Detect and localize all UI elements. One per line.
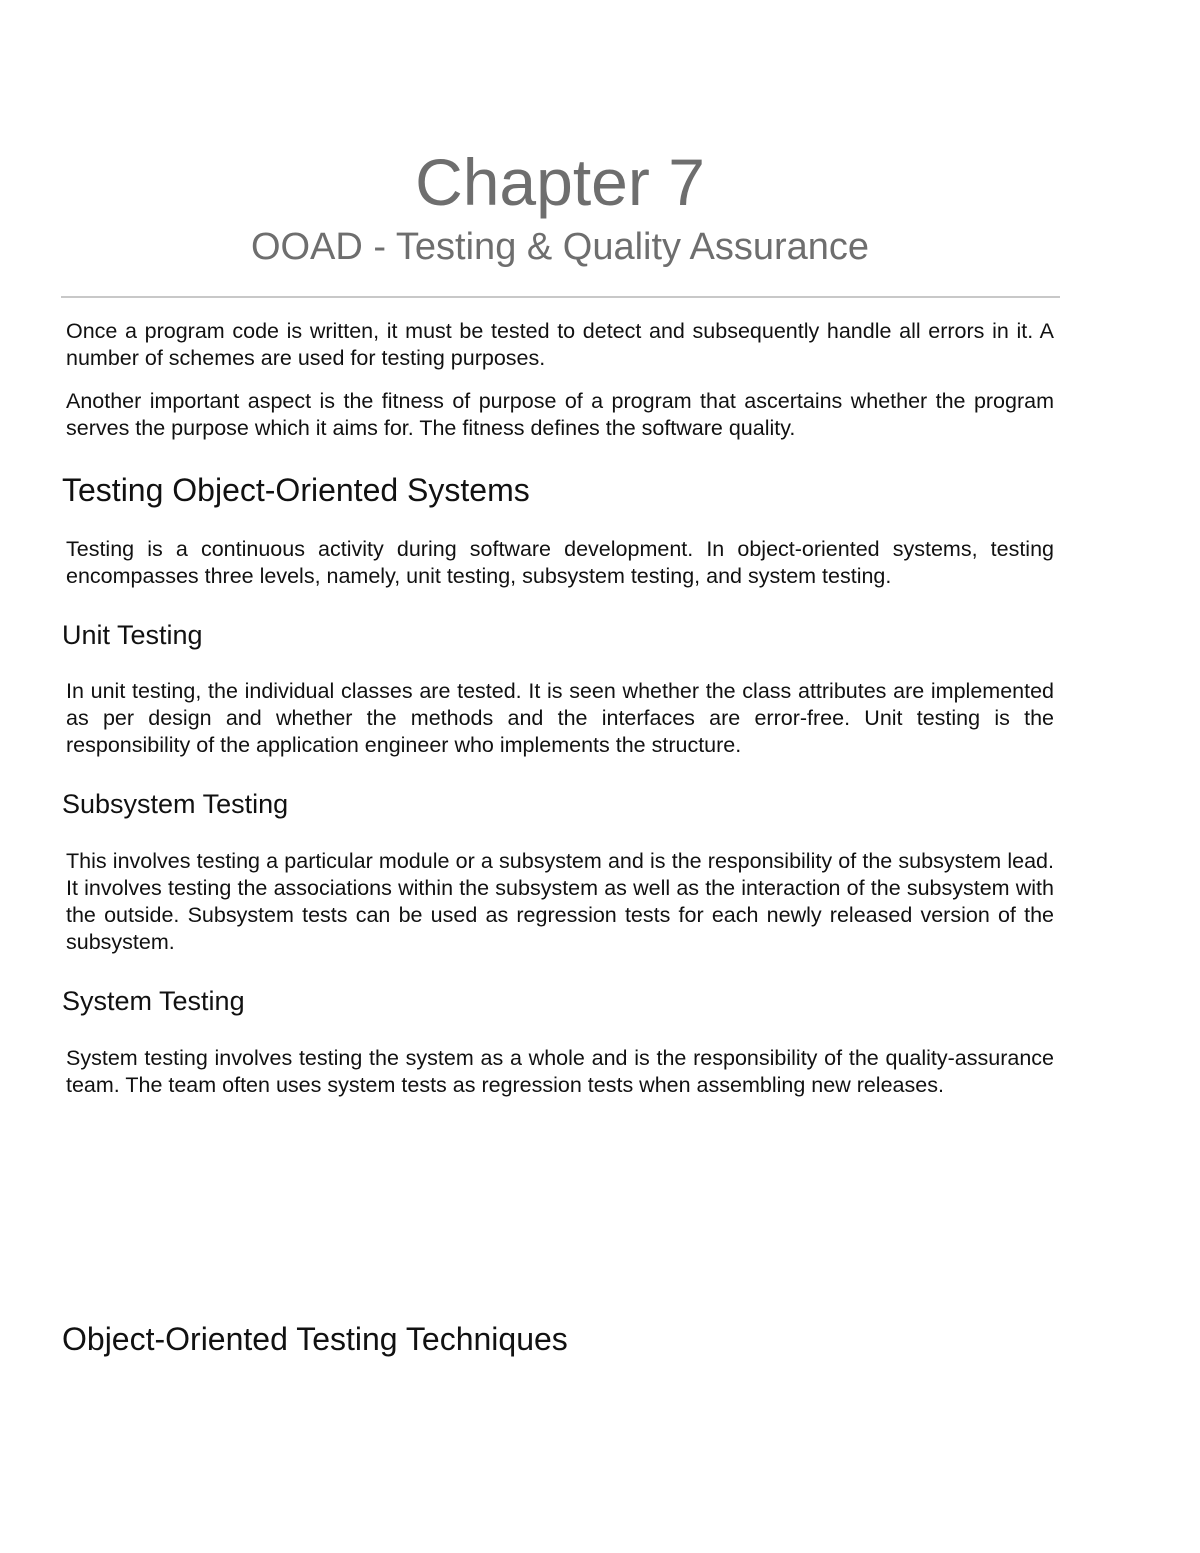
intro-paragraph-2: Another important aspect is the fitness of purpose of a program that ascertains whether the program serves the purpose which it aims for. The fitness defines the software quality.: [66, 389, 1054, 440]
testing-oo-systems-paragraph: Testing is a continuous activity during software development. In object-oriented systems, testing encompasses three levels, namely, unit testing, subsystem testing, and system testing.: [66, 537, 1054, 588]
system-testing-paragraph: System testing involves testing the system as a whole and is the responsibility of the quality-assurance team. The team often uses system tests as regression tests when assembling new releases.: [66, 1046, 1054, 1097]
chapter-title: Chapter 7: [415, 145, 705, 219]
section-heading-unit-testing: Unit Testing: [62, 620, 203, 650]
section-heading-system-testing: System Testing: [62, 986, 245, 1016]
section-heading-testing-oo-systems: Testing Object-Oriented Systems: [62, 472, 530, 508]
chapter-subtitle: OOAD - Testing & Quality Assurance: [250, 226, 870, 268]
intro-paragraph-1: Once a program code is written, it must be tested to detect and subsequently handle all errors in it. A number of schemes are used for testing purposes.: [66, 319, 1054, 370]
title-divider: [61, 296, 1060, 298]
subsystem-testing-paragraph: This involves testing a particular module or a subsystem and is the responsibility of the subsystem lead. It involves testing the associations within the subsystem as well as the interaction of the subsystem with the outside. Subsystem tests can be used as regression tests for each newly released version of the subsystem.: [66, 849, 1054, 954]
unit-testing-paragraph: In unit testing, the individual classes are tested. It is seen whether the class attributes are implemented as per design and whether the methods and the interfaces are error-free. Unit testing is the responsibility of the application engineer who implements the structure.: [66, 679, 1054, 757]
section-heading-oo-testing-techniques: Object-Oriented Testing Techniques: [62, 1321, 568, 1357]
section-heading-subsystem-testing: Subsystem Testing: [62, 789, 289, 819]
